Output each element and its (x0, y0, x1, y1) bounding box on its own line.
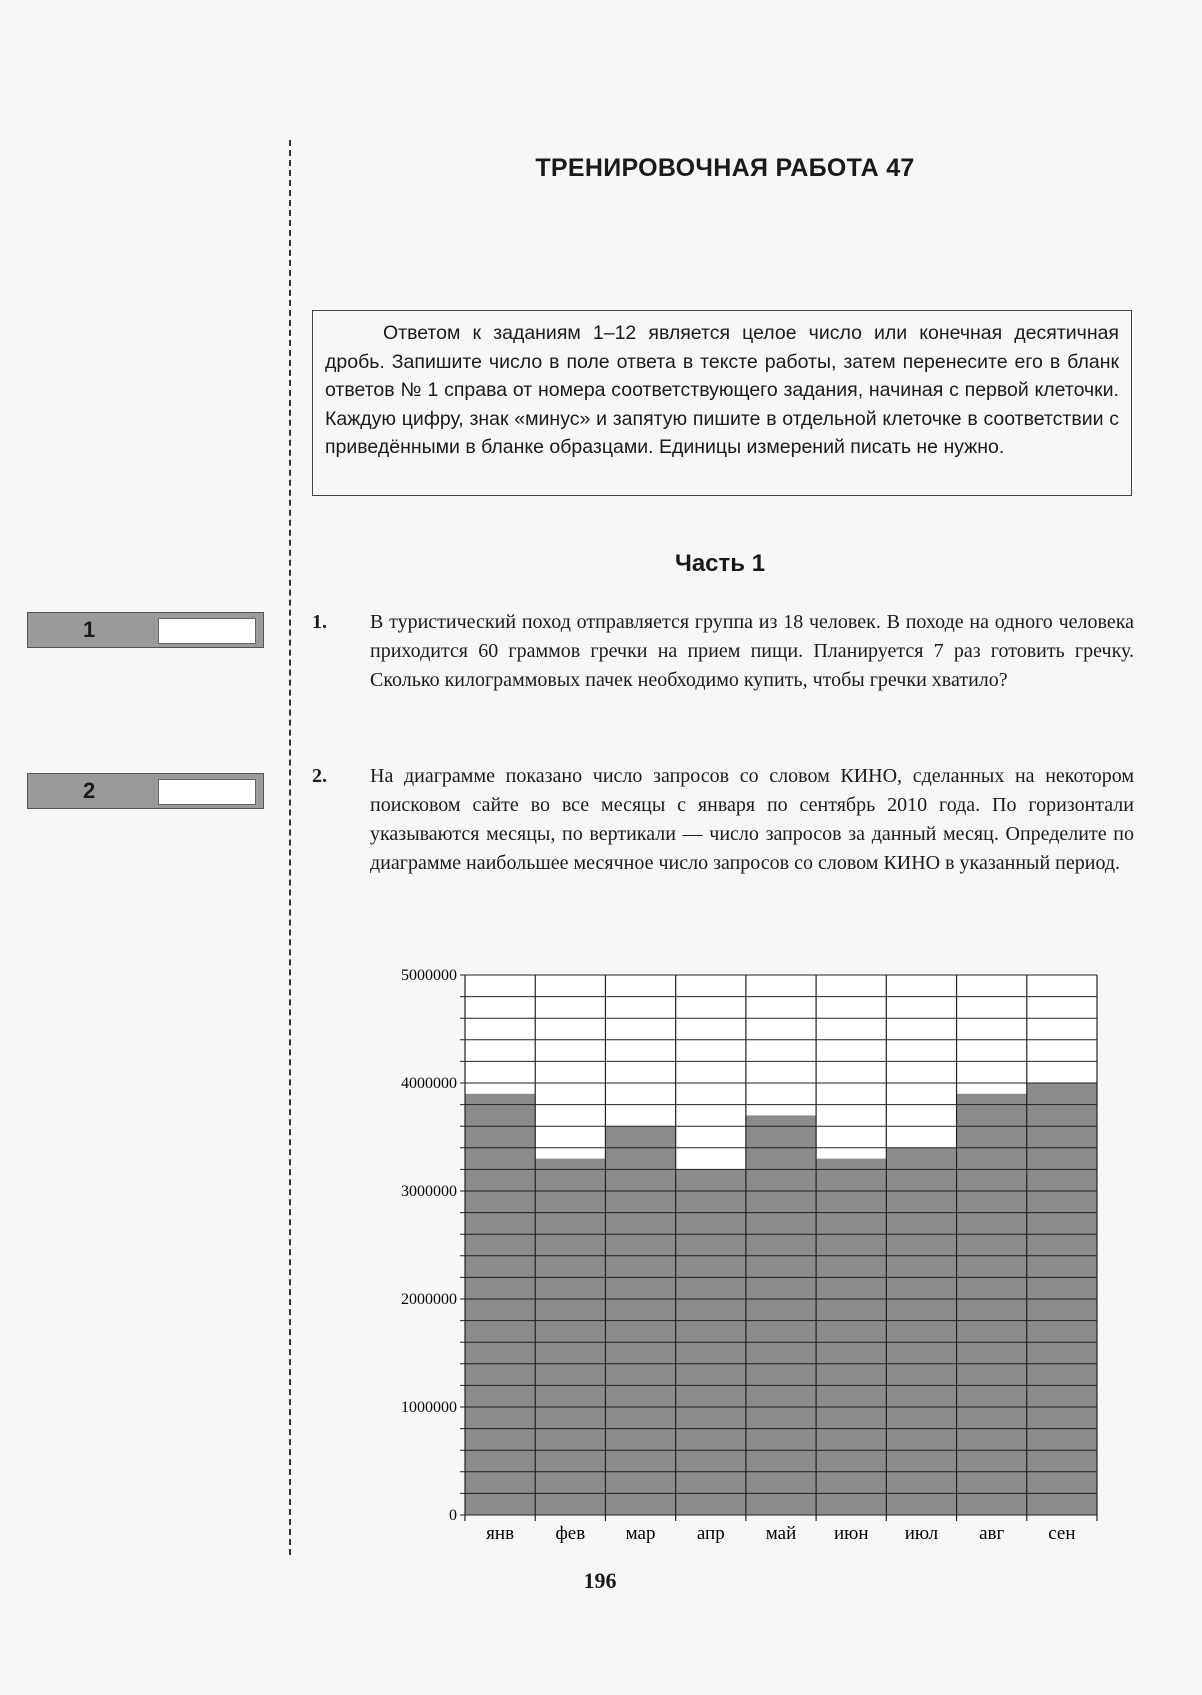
page-title: ТРЕНИРОВОЧНАЯ РАБОТА 47 (535, 154, 915, 182)
answer-field[interactable] (158, 779, 256, 805)
answer-box-label: 2 (83, 778, 96, 803)
y-tick-label: 1000000 (401, 1399, 457, 1416)
bar-янв (465, 1094, 535, 1515)
answer-box-1 (27, 612, 264, 648)
question-number: 1. (312, 611, 327, 633)
y-tick-label: 4000000 (401, 1075, 457, 1092)
question-number: 2. (312, 765, 327, 787)
y-tick-label: 0 (449, 1507, 457, 1524)
answer-field[interactable] (158, 618, 256, 644)
bar-июл (886, 1148, 956, 1515)
cut-line (289, 140, 291, 1555)
x-tick-label: апр (696, 1523, 725, 1544)
x-tick-label: авг (979, 1523, 1005, 1544)
answer-box-2 (27, 773, 264, 809)
x-tick-label: янв (486, 1523, 515, 1544)
page-number: 196 (583, 1568, 617, 1593)
bar-май (746, 1115, 816, 1515)
part-heading: Часть 1 (674, 550, 766, 577)
x-tick-label: фев (555, 1523, 586, 1544)
x-tick-label: мар (625, 1523, 656, 1544)
bar-chart (380, 955, 1120, 1555)
x-tick-label: июл (904, 1523, 939, 1544)
x-tick-label: сен (1048, 1523, 1076, 1544)
question-1 (312, 608, 1134, 695)
question-text: На диаграмме показано число запросов со словом КИНО, сделанных на некотором поисковом сайте во все месяцы с января по сентябрь 2010 года. По горизонтали указываются месяцы, по вертикали — число запросов за данный месяц. Определите по диаграмме наибольшее месячное число запросов со словом КИНО в указанный период. (370, 765, 1134, 874)
question-text: В туристический поход отправляется группа из 18 человек. В походе на одного человека приходится 60 граммов гречки на прием пищи. Планируется 7 раз готовить гречку. Сколько килограммовых пачек необходимо купить, чтобы гречки хватило? (370, 611, 1134, 691)
bar-фев (535, 1159, 605, 1515)
x-tick-label: май (765, 1523, 797, 1544)
instructions-box (312, 310, 1132, 496)
y-tick-label: 3000000 (401, 1183, 457, 1200)
y-tick-label: 2000000 (401, 1291, 457, 1308)
instructions-text: Ответом к заданиям 1–12 является целое число или конечная десятичная дробь. Запишите число в поле ответа в тексте работы, затем перенесите его в бланк ответов № 1 справа от номера соответствующего задания, начиная с первой клеточки. Каждую цифру, знак «минус» и запятую пишите в отдельной клеточке в соответствии с приведёнными в бланке образцами. Единицы измерений писать не нужно. (325, 322, 1119, 458)
y-tick-label: 5000000 (401, 967, 457, 984)
question-2 (312, 762, 1134, 878)
bar-июн (816, 1159, 886, 1515)
bar-авг (957, 1094, 1027, 1515)
x-tick-label: июн (833, 1523, 869, 1544)
answer-box-label: 1 (83, 617, 96, 642)
